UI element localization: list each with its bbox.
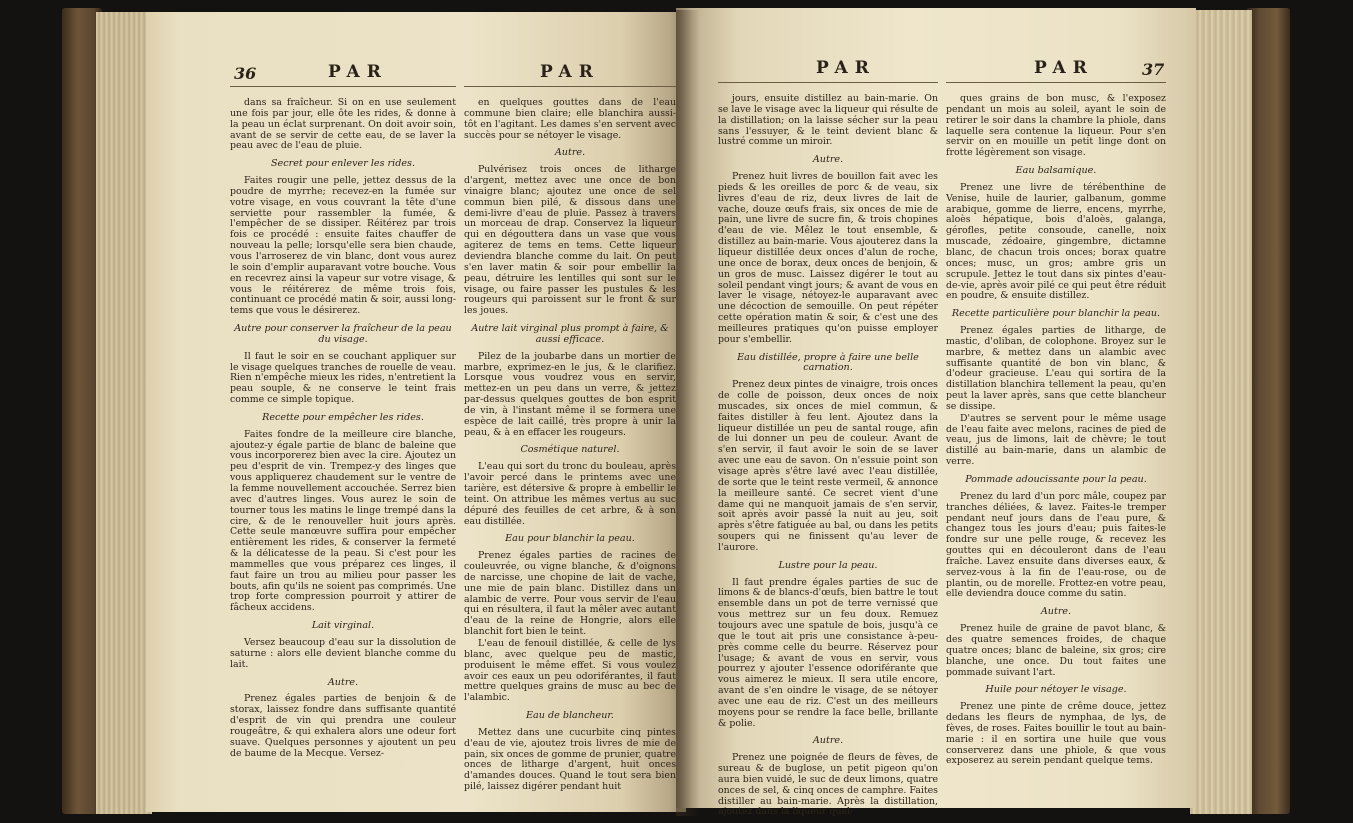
text-column-left [230,98,456,760]
page-edges-right [1190,10,1252,814]
paragraph: L'eau qui sort du tronc du bouleau, après l'avoir percé dans le printems avec une tarière, est détersive & propre à embellir le teint. On attribue les mêmes vertus au suc dépuré des feuilles de cet arbre, & à son eau distillée. [464,461,676,527]
section-heading: Pommade adoucissante pour la peau. [965,474,1147,485]
paragraph: Prenez égales parties de litharge, de mastic, d'oliban, de colophone. Broyez sur le marbre, & mettez dans un alambic avec suffisante quantité de bon vin blanc, & d'odeur gracieuse. L'eau qui sortira de la distillation blanchira tellement la peau, qu'en peut la laver après, sans que cette blancheur se dissipe. [946,325,1166,412]
section-heading: Eau distillée, propre à faire une belle carnation. [737,351,919,374]
paragraph: Il faut prendre égales parties de suc de limons & de blancs-d'œufs, bien battre le tout ensemble dans un pot de terre vernissé que vous mettrez sur un feu doux. Remuez toujours avec une spatule de bois, jusqu'à ce que le tout ait pris une consistance à-peu-près comme celle du beurre. Réservez pour l'usage; & avant de vous en servir, vous pourrez y ajouter l'essence odoriférante que vous aimerez le mieux. Il sera utile encore, avant de s'en oindre le visage, de se nétoyer avec une eau de riz. C'est un des meilleurs moyens pour se rendre la face belle, brillante & polie. [718,576,938,729]
section-heading: Autre lait virginal plus prompt à faire, & aussi efficace. [471,323,669,345]
section-heading: Recette particulière pour blanchir la peau. [951,308,1161,320]
section-heading: Eau balsamique. [1015,165,1097,177]
paragraph: Faites fondre de la meilleure cire blanche, ajoutez-y égale partie de blanc de baleine que vous incorporerez bien avec la cire. Ajoutez un peu d'esprit de vin. Trempez-y des linges que vous appliquerez chaudement sur le ventre de la femme nouvellement accouchée. Serrez bien avec d'autres linges. Vous aurez le soin de tourner tous les matins le linge trempé dans la cire, & de le renouveller huit jours après. Cette seule manœuvre suffira pour empêcher entièrement les rides, & conserver la fermeté & la délicatesse de la peau. Si c'est pour les mammelles que vous préparez ces linges, il faut faire un trou au milieu pour passer les bouts, afin qu'ils ne soient pas comprimés. Une trop forte compression pourroit y attirer de fâcheux accidens. [230,428,456,614]
book-gutter [676,10,700,816]
paragraph: Prenez égales parties de racines de couleuvrée, ou vigne blanche, & d'oignons de narcisse, une chopine de lait de vache, une mie de pain blanc. Distillez dans un alambic de verre. Pour vous servir de l'eau qui en résultera, il faut la mêler avec autant d'eau de la reine de Hongrie, alors elle blanchit fort bien le teint. [464,550,676,638]
paragraph: Prenez huile de graine de pavot blanc, & des quatre semences froides, de chaque quatre onces; blanc de baleine, six gros; cire blanche, une once. Du tout faites une pommade suivant l'art. [946,623,1166,678]
header-rule [718,82,938,83]
paragraph: Prenez égales parties de benjoin & de storax, laissez fondre dans suffisante quantité d'esprit de vin qui prendra une couleur rougeâtre, & qui exhalera alors une odeur fort suave. Quelques personnes y ajoutent un peu de baume de la Mecque. Versez- [230,693,456,759]
running-header-right: PAR [1034,58,1094,78]
section-heading: Autre. [1040,606,1072,618]
paragraph: ques grains de bon musc, & l'exposez pendant un mois au soleil, ayant le soin de retirer le soir dans la chambre la phiole, dans laquelle sera contenue la liqueur. Pour s'en servir on en mouille un petit linge dont on frotte légèrement son visage. [946,93,1166,159]
section-heading: Lait virginal. [311,620,375,632]
section-heading: Huile pour nétoyer le visage. [985,684,1127,696]
page-edges-left [96,12,152,814]
paragraph: jours, ensuite distillez au bain-marie. On se lave le visage avec la liqueur qui résulte de la distillation; on la laisse sécher sur la peau sans l'essuyer, & le teint devient blanc & lustré comme un miroir. [718,93,938,148]
section-heading: Eau de blancheur. [526,710,614,722]
section-heading: Autre. [812,154,844,166]
running-header-left: PAR [328,62,388,82]
left-page [146,12,686,812]
section-heading: Eau pour blanchir la peau. [505,533,635,545]
section-heading: Autre. [554,147,586,159]
paragraph: Prenez du lard d'un porc mâle, coupez par tranches déliées, & lavez. Faites-le tremper pendant neuf jours dans de l'eau pure, & changez tous les jours d'eau; puis faites-le fondre sur une pelle rouge, & recevez les gouttes qui en découleront dans de l'eau fraîche. Lavez ensuite dans diverses eaux, & servez-vous à la fin de l'eau-rose, ou de plantin, ou de morelle. Frottez-en votre peau, elle deviendra douce comme du satin. [946,490,1166,600]
paragraph: Prenez une pinte de crême douce, jettez dedans les fleurs de nymphaa, de lys, de fèves, de roses. Faites bouillir le tout au bain-marie : il en sortira une huile que vous conserverez dans une phiole, & que vous exposerez au serein pendant quelque tems. [946,701,1166,767]
page-number: 37 [1142,60,1165,79]
running-header-right: PAR [540,62,600,82]
text-column-right [946,94,1166,768]
running-header-left: PAR [816,58,876,78]
paragraph: Versez beaucoup d'eau sur la dissolution de saturne : alors elle devient blanche comme du lait. [230,636,456,670]
paragraph: L'eau de fenouil distillée, & celle de lys blanc, avec quelque peu de mastic, produisent le même effet. Si vous voulez avoir ces eaux un peu odoriférantes, il faut mettre quelques grains de musc au bec de l'alambic. [464,637,676,704]
section-heading: Secret pour enlever les rides. [270,158,416,170]
text-column-right [464,98,676,794]
text-column-left [718,94,938,819]
section-heading: Lustre pour la peau. [778,559,878,571]
paragraph: Prenez une poignée de fleurs de fèves, de sureau & de buglose, un petit pigeon qu'on aura bien vuidé, le suc de deux limons, quatre onces de sel, & cinq onces de camphre. Faites distiller au bain-marie. Après la distillation, ajoutez dans la liqueur quel- [718,752,938,818]
header-rule [946,82,1166,83]
paragraph: D'autres se servent pour le même usage de l'eau faite avec melons, racines de pied de veau, jus de limons, lait de chèvre; le tout distillé au bain-marie, dans un alambic de verre. [946,412,1166,468]
paragraph: Mettez dans une cucurbite cinq pintes d'eau de vie, ajoutez trois livres de mie de pain, six onces de gomme de prunier, quatre onces de litharge d'argent, huit onces d'amandes douces. Quand le tout sera bien pilé, laissez digérer pendant huit [464,726,676,793]
paragraph: Prenez une livre de térébenthine de Venise, huile de laurier, galbanum, gomme arabique, gomme de lierre, encens, myrrhe, aloès hépatique, bois d'aloès, galanga, gérofles, petite consoude, canelle, noix muscade, zédoaire, gingembre, dictamne blanc, de chacun trois onces; borax quatre onces; musc, un gros; ambre gris un scrupule. Jettez le tout dans six pintes d'eau-de-vie, après avoir pilé ce qui peut être réduit en poudre, & ensuite distillez. [946,181,1166,302]
section-heading: Autre. [812,735,844,747]
section-heading: Autre pour conserver la fraîcheur de la peau du visage. [234,323,452,345]
page-number: 36 [234,64,257,83]
paragraph: Prenez huit livres de bouillon fait avec les pieds & les oreilles de porc & de veau, six livres d'eau de riz, deux livres de lait de vache, douze œufs frais, six onces de mie de pain, une livre de sucre fin, & trois chopines d'eau de vie. Mêlez le tout ensemble, & distillez au bain-marie. Vous ajouterez dans la liqueur distillée deux onces d'alun de roche, une once de borax, deux onces de benjoin, & un gros de musc. Laissez digérer le tout au soleil pendant vingt jours; & avant de vous en laver le visage, nétoyez-le auparavant avec une décoction de semouille. On peut répéter cette opération matin & soir, & c'est une des meilleures pratiques qu'on puisse employer pour s'embellir. [718,171,938,345]
right-page [676,8,1196,818]
paragraph: Prenez deux pintes de vinaigre, trois onces de colle de poisson, deux onces de noix muscades, six onces de miel commun, & faites distiller à feu lent. Ajoutez dans la liqueur distillée un peu de santal rouge, afin de lui donner un peu de couleur. Avant de s'en servir, il faut avoir le soin de se laver avec une eau de savon. On n'essuie point son visage après s'être lavé avec l'eau distillée, de sorte que le teint reste vermeil, & annonce la meilleure santé. Ce secret vient d'une dame qui ne manquoit jamais de s'en servir, soit après avoir passé la nuit au jeu, soit après s'être fatiguée au bal, ou dans les petits soupers qui ne finissent qu'au lever de l'aurore. [718,379,938,553]
paragraph: Il faut le soir en se couchant appliquer sur le visage quelques tranches de rouelle de veau. Rien n'empêche mieux les rides, n'entretient la peau souple, & ne conserve le teint frais comme ce simple topique. [230,350,456,406]
header-rule [230,86,456,87]
paragraph: Faites rougir une pelle, jettez dessus de la poudre de myrrhe; recevez-en la fumée sur votre visage, en vous couvrant la tête d'une serviette pour rassembler la fumée, & l'empêcher de se dissiper. Réitérez par trois fois ce procédé : ensuite faites chauffer de nouveau la pelle; lorsqu'elle sera bien chaude, vous l'arroserez de vin blanc, dont vous aurez le soin d'emplir auparavant votre bouche. Vous en recevrez ainsi la vapeur sur votre visage, & vous le réitérerez de même trois fois, continuant ce procédé matin & soir, aussi long-tems que vous le désirerez. [230,175,456,317]
header-rule [464,86,676,87]
paragraph: Pulvérisez trois onces de litharge d'argent, mettez avec une once de bon vinaigre blanc; ajoutez une once de sel commun bien pilé, & dissous dans une demi-livre d'eau de pluie. Passez à travers un morceau de drap. Conservez la liqueur qui en dégouttera dans un vase que vous agiterez de tems en tems. Cette liqueur deviendra blanche comme du lait. On peut s'en laver matin & soir pour embellir la peau, détruire les lentilles qui sont sur le visage, ou faire passer les pustules & les rougeurs qui paroissent sur le front & sur les joues. [464,164,676,317]
paragraph: dans sa fraîcheur. Si on en use seulement une fois par jour, elle ôte les rides, & donne à la peau un éclat surprenant. On doit avoir soin, avant de se servir de cette eau, de se laver la peau avec de l'eau de pluie. [230,97,456,152]
paragraph: en quelques gouttes dans de l'eau commune bien claire; elle blanchira aussi-tôt en l'agitant. Les dames s'en servent avec succès pour se nétoyer le visage. [464,97,676,141]
section-heading: Recette pour empêcher les rides. [262,411,424,423]
section-heading: Autre. [327,676,359,688]
paragraph: Pilez de la joubarbe dans un mortier de marbre, exprimez-en le jus, & le clarifiez. Lorsque vous voudrez vous en servir, mettez-en un peu dans un verre, & jettez par-dessus quelques gouttes de bon esprit de vin, à l'instant même il se formera une espèce de lait caillé, très propre à unir la peau, & à en effacer les rougeurs. [464,350,676,438]
book-cover-right [1246,8,1290,814]
section-heading: Cosmétique naturel. [520,444,620,456]
